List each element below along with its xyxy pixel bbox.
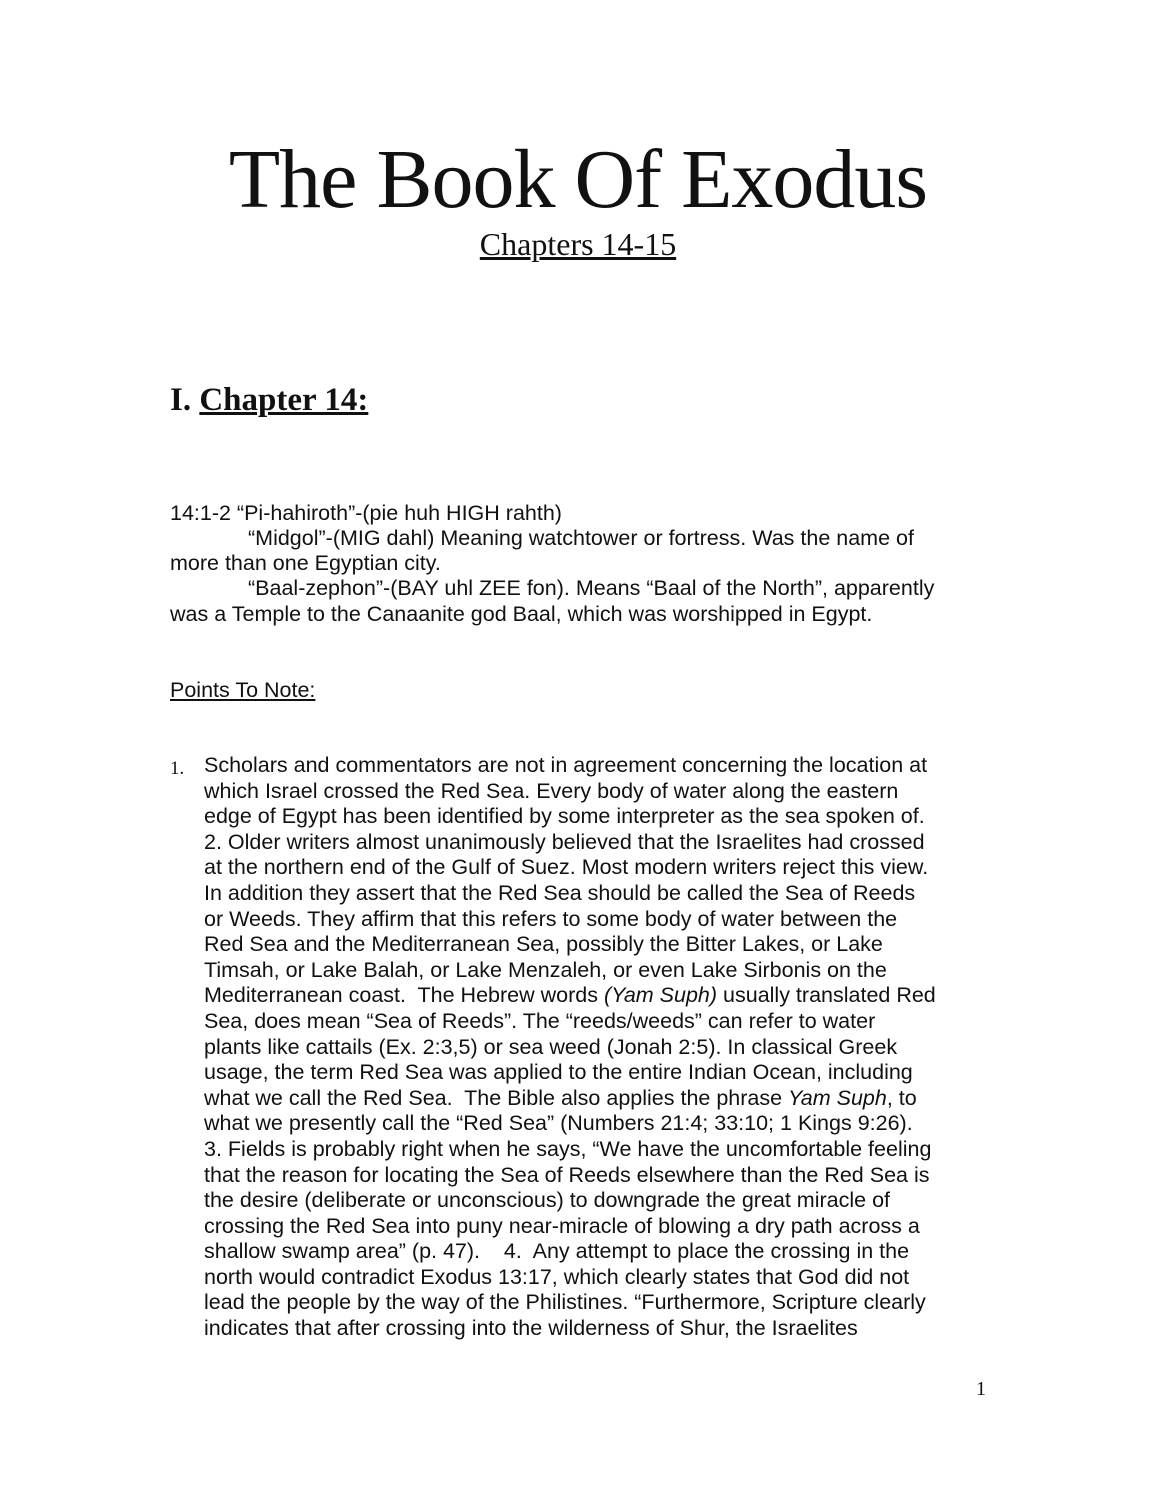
list-line: In addition they assert that the Red Sea should be called the Sea of Reeds <box>204 880 916 905</box>
list-line: plants like cattails (Ex. 2:3,5) or sea weed (Jonah 2:5). In classical Greek <box>204 1034 898 1059</box>
list-line: what we presently call the “Red Sea” (Numbers 21:4; 33:10; 1 Kings 9:26). <box>204 1111 913 1136</box>
list-line: 2. Older writers almost unanimously believed that the Israelites had crossed <box>204 829 925 854</box>
list-line: 3. Fields is probably right when he says, “We have the uncomfortable feeling <box>204 1136 932 1161</box>
list-line <box>204 1086 936 1112</box>
list-line: lead the people by the way of the Philistines. “Furthermore, Scripture clearly <box>204 1290 926 1315</box>
verse-note: was a Temple to the Canaanite god Baal, which was worshipped in Egypt. <box>170 602 873 626</box>
list-line: the desire (deliberate or unconscious) to downgrade the great miracle of <box>204 1188 890 1213</box>
section-numeral: I. <box>170 382 192 418</box>
document-title: The Book Of Exodus <box>228 133 928 226</box>
list-line: Scholars and commentators are not in agreement concerning the location at <box>204 753 928 777</box>
list-line: shallow swamp area” (p. 47). 4. Any attempt to place the crossing in the <box>204 1239 910 1264</box>
verse-note: 14:1-2 “Pi-hahiroth”-(pie huh HIGH rahth) <box>170 501 562 525</box>
list-line-text: , to <box>886 1085 917 1110</box>
list-line: edge of Egypt has been identified by some interpreter as the sea spoken of. <box>204 804 925 829</box>
list-line: north would contradict Exodus 13:17, which clearly states that God did not <box>204 1264 910 1289</box>
list-line: crossing the Red Sea into puny near-miracle of blowing a dry path across a <box>204 1213 920 1238</box>
list-line: Timsah, or Lake Balah, or Lake Menzaleh, or even Lake Sirbonis on the <box>204 957 887 982</box>
list-line: at the northern end of the Gulf of Suez. Most modern writers reject this view. <box>204 855 929 880</box>
list-line: or Weeds. They affirm that this refers to some body of water between the <box>204 906 898 931</box>
page-number: 1 <box>976 1378 986 1400</box>
list-line: indicates that after crossing into the wilderness of Shur, the Israelites <box>204 1316 858 1341</box>
list-line: Red Sea and the Mediterranean Sea, possibly the Bitter Lakes, or Lake <box>204 932 883 957</box>
list-line <box>204 983 936 1009</box>
verse-note: more than one Egyptian city. <box>170 551 441 575</box>
list-line-text: Mediterranean coast. The Hebrew words <box>204 983 604 1008</box>
document-subtitle: Chapters 14-15 <box>479 226 677 262</box>
list-line: usage, the term Red Sea was applied to the entire Indian Ocean, including <box>204 1060 913 1085</box>
points-heading: Points To Note: <box>170 678 316 702</box>
italic-term: (Yam Suph) <box>603 983 718 1008</box>
section-title: Chapter 14: <box>199 382 369 418</box>
verse-note: “Baal-zephon”-(BAY uhl ZEE fon). Means “Baal of the North”, apparently <box>248 576 935 600</box>
section-heading <box>170 382 368 419</box>
list-line-text: usually translated Red <box>717 983 936 1008</box>
list-line: that the reason for locating the Sea of Reeds elsewhere than the Red Sea is <box>204 1162 930 1187</box>
list-line-text: what we call the Red Sea. The Bible also applies the phrase <box>204 1085 789 1110</box>
list-item <box>204 753 936 1342</box>
verse-note: “Midgol”-(MIG dahl) Meaning watchtower or fortress. Was the name of <box>248 526 914 550</box>
list-line: which Israel crossed the Red Sea. Every body of water along the eastern <box>204 778 899 803</box>
list-number: 1. <box>170 758 185 779</box>
list-line: Sea, does mean “Sea of Reeds”. The “reeds/weeds” can refer to water <box>204 1008 876 1033</box>
italic-term: Yam Suph <box>788 1085 887 1110</box>
